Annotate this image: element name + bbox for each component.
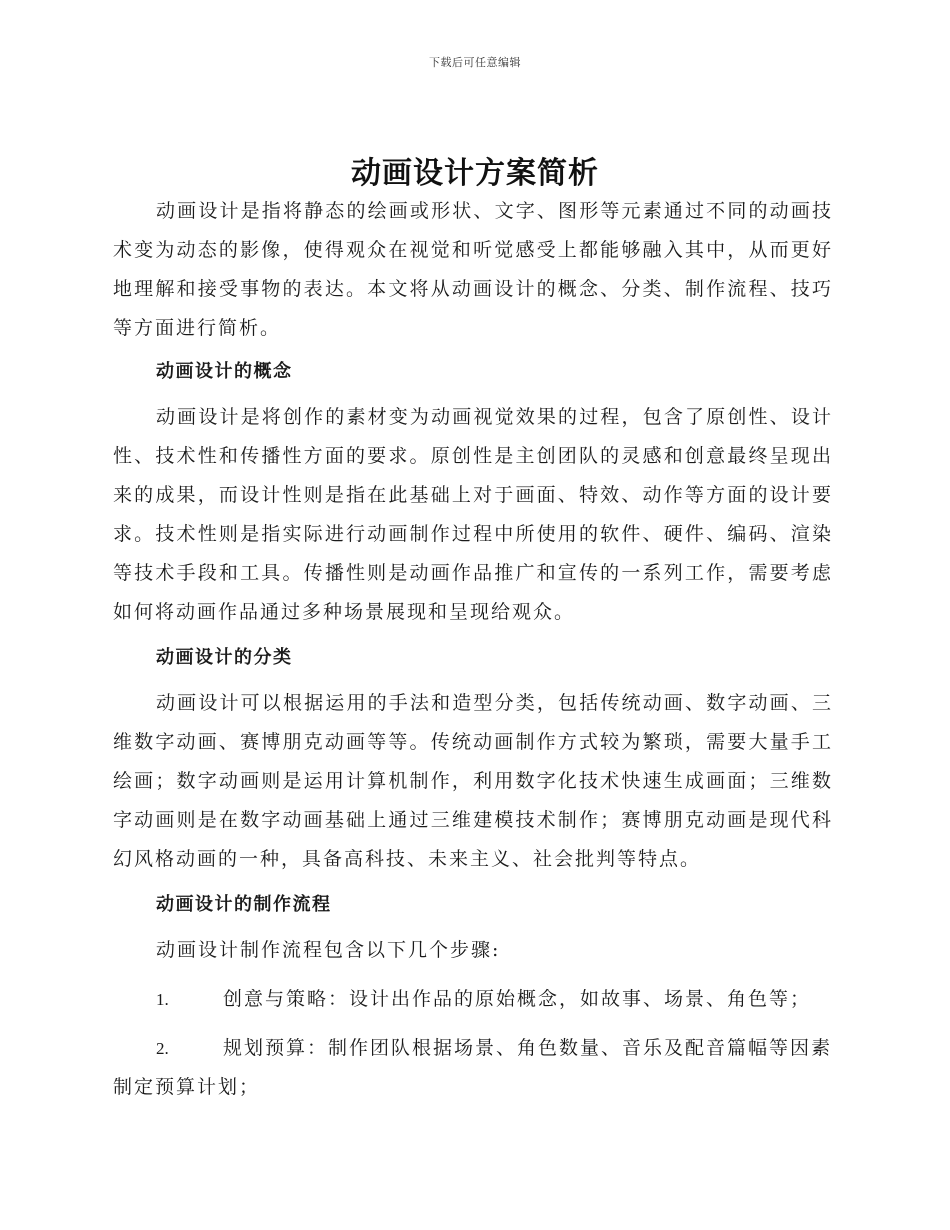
list-item: [113, 1029, 833, 1107]
list-text: 规划预算：制作团队根据场景、角色数量、音乐及配音篇幅等因素制定预算计划；: [113, 1037, 833, 1098]
list-number: 1.: [156, 990, 169, 1009]
category-paragraph: 动画设计可以根据运用的手法和造型分类，包括传统动画、数字动画、三维数字动画、赛博朋克动画等等。传统动画制作方式较为繁琐，需要大量手工绘画；数字动画则是运用计算机制作，利用数字化技术快速生成画面；三维数字动画则是在数字动画基础上通过三维建模技术制作；赛博朋克动画是现代科幻风格动画的一种，具备高科技、未来主义、社会批判等特点。: [113, 692, 833, 870]
document-body: [113, 192, 833, 1107]
header-note: 下载后可任意编辑: [429, 56, 521, 69]
section-heading-concept: 动画设计的概念: [156, 361, 293, 382]
document-title: 动画设计方案简析: [351, 156, 599, 191]
list-item: [113, 980, 833, 1019]
intro-paragraph: 动画设计是指将静态的绘画或形状、文字、图形等元素通过不同的动画技术变为动态的影像，使得观众在视觉和听觉感受上都能够融入其中，从而更好地理解和接受事物的表达。本文将从动画设计的概念、分类、制作流程、技巧等方面进行简析。: [113, 200, 833, 339]
section-heading-process: 动画设计的制作流程: [156, 894, 332, 915]
list-text: 创意与策略：设计出作品的原始概念，如故事、场景、角色等；: [223, 988, 812, 1010]
concept-paragraph: 动画设计是将创作的素材变为动画视觉效果的过程，包含了原创性、设计性、技术性和传播性方面的要求。原创性是主创团队的灵感和创意最终呈现出来的成果，而设计性则是指在此基础上对于画面、特效、动作等方面的设计要求。技术性则是指实际进行动画制作过程中所使用的软件、硬件、编码、渲染等技术手段和工具。传播性则是动画作品推广和宣传的一系列工作，需要考虑如何将动画作品通过多种场景展现和呈现给观众。: [113, 406, 833, 623]
process-intro: 动画设计制作流程包含以下几个步骤:: [156, 939, 501, 961]
section-heading-category: 动画设计的分类: [156, 647, 293, 668]
list-number: 2.: [156, 1039, 169, 1058]
